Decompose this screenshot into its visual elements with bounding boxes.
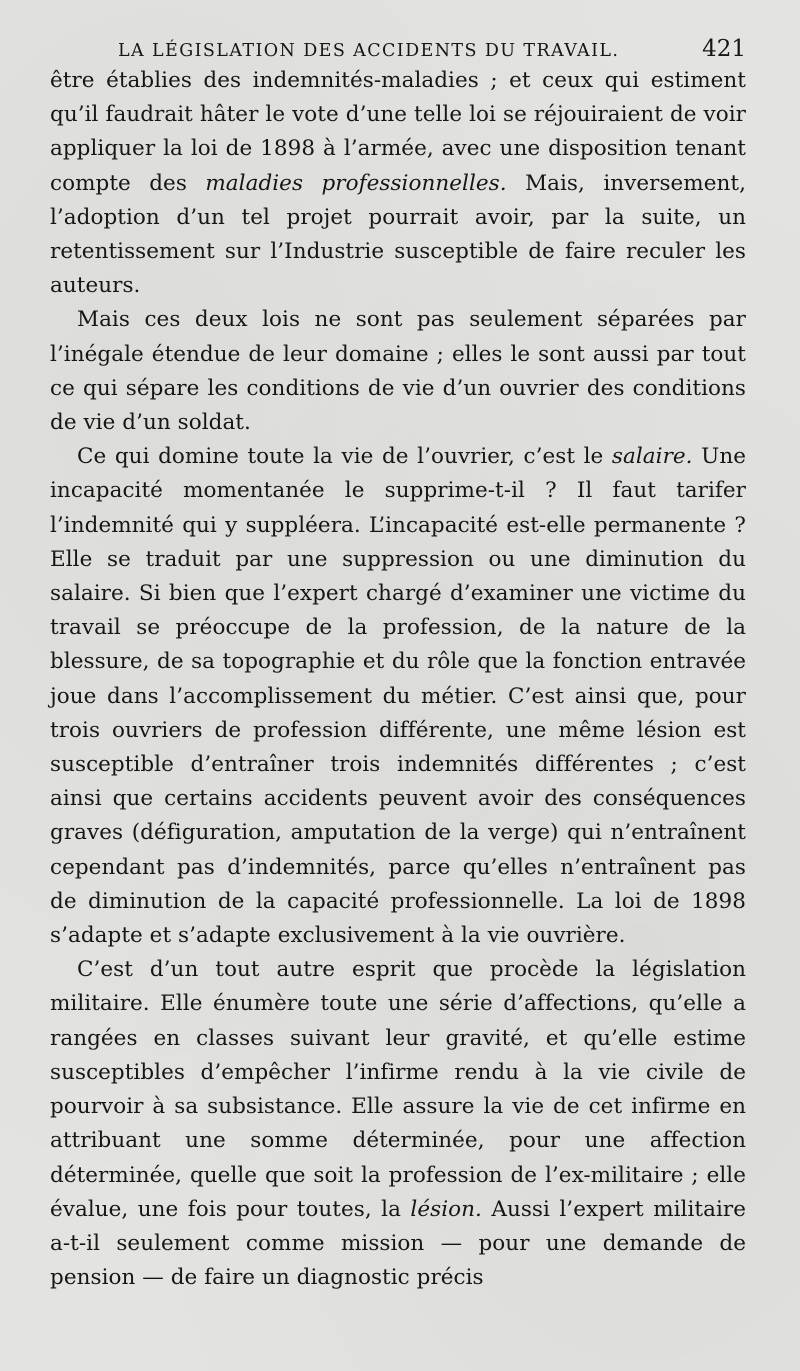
text-run: être établies des indemnités-maladies ; et ceux qui estiment qu’il faudrait hâter le vote d’une telle loi se réjouiraient de voir appliquer la loi de 1898 à l’armée, avec une disposition tenant compte des [50,68,746,196]
text-run: Mais, inversement, l’adoption d’un tel projet pourrait avoir, par la suite, un retentissement sur l’Industrie susceptible de faire reculer les auteurs. [50,170,746,299]
paragraph [50,303,746,440]
text-run: C’est d’un tout autre esprit que procède la législation militaire. Elle énumère toute une série d’affections, qu’elle a rangées en classes suivant leur gravité, et qu’elle estime susceptibles d’empêcher l’infirme rendu à la vie civile de pourvoir à sa subsistance. Elle assure la vie de cet infirme en attribuant une somme déterminée, pour une affection déterminée, quelle que soit la profession de l’ex-militaire ; elle évalue, une fois pour toutes, la [50,957,746,1222]
text-run: Ce qui domine toute la vie de l’ouvrier, c’est le [77,444,612,470]
text-run: Aussi l’expert militaire a-t-il seulement comme mission — pour une demande de pension — de faire un diagnostic précis [50,1196,746,1291]
paragraph [50,64,746,303]
page-number: 421 [702,36,746,62]
italic-text: lésion. [410,1196,482,1222]
italic-text: salaire. [611,444,693,470]
text-run: Mais ces deux lois ne sont pas seulement séparées par l’inégale étendue de leur domaine ; elles le sont aussi par tout ce qui sépare les conditions de vie d’un ouvrier des conditions de vie d’un soldat. [50,307,746,436]
text-run: Une incapacité momentanée le supprime-t-il ? Il faut tarifer l’indemnité qui y suppléera. L’incapacité est-elle permanente ? Elle se traduit par une suppression ou une diminution du salaire. Si bien que l’expert chargé d’examiner une victime du travail se préoccupe de la profession, de la nature de la blessure, de sa topographie et du rôle que la fonction entravée joue dans l’accomplissement du métier. C’est ainsi que, pour trois ouvriers de profession différente, une même lésion est susceptible d’entraîner trois indemnités différentes ; c’est ainsi que certains accidents peuvent avoir des conséquences graves (défiguration, amputation de la verge) qui n’entraînent cependant pas d’indemnités, parce qu’elles n’entraînent pas de diminution de la capacité professionnelle. La loi de 1898 s’adapte et s’adapte exclusivement à la vie ouvrière. [50,444,746,949]
running-head: LA LÉGISLATION DES ACCIDENTS DU TRAVAIL. [118,41,620,61]
paragraph [50,440,746,953]
body-text [50,64,746,1295]
page-header [50,36,746,62]
paragraph [50,953,746,1295]
italic-text: maladies professionnelles. [205,170,507,196]
